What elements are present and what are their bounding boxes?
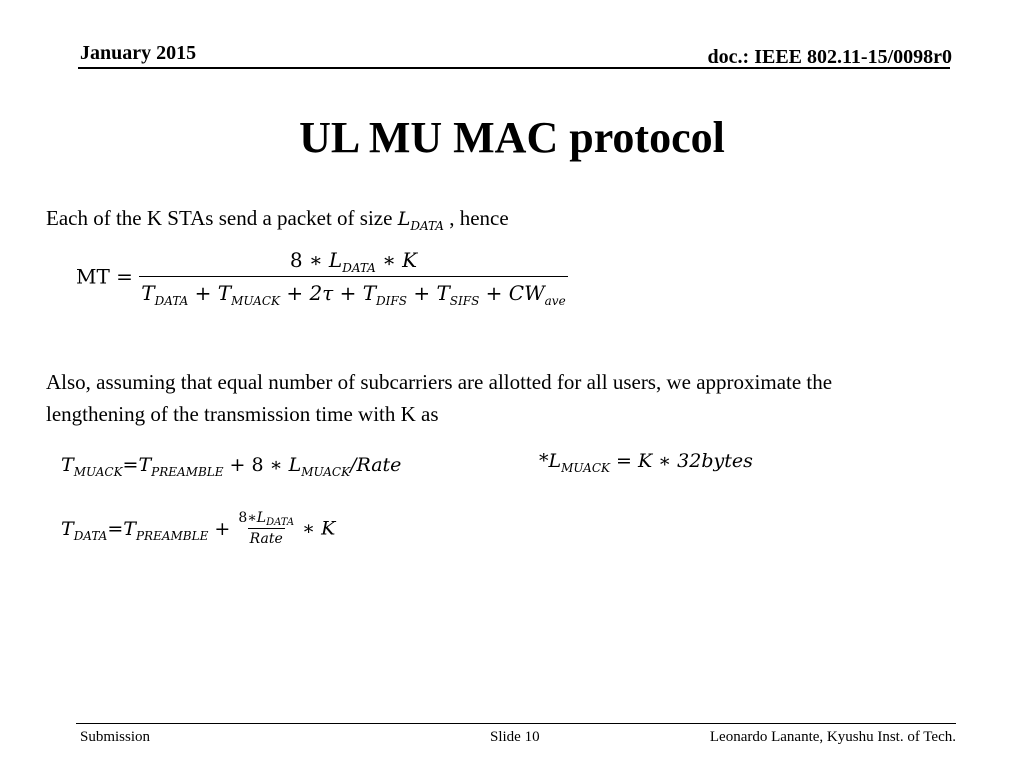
- t-muack-formula: $T_{MUACK}=T_{PREAMBLE} + 8$ ∗ $L_{MUACK}$/Rate: [61, 454, 402, 479]
- t-data-formula: $T_{DATA}=T_{PREAMBLE}$ + $\frac{8∗L_{DATA}}{\text{Rate}}$ ∗ K: [61, 510, 336, 547]
- intro-paragraph: [46, 202, 509, 235]
- intro-l-data: $L_{DATA}$: [397, 208, 444, 233]
- header-divider: [78, 67, 950, 69]
- intro-text-before: Each of the K STAs send a packet of size: [46, 206, 398, 230]
- footer-author: Leonardo Lanante, Kyushu Inst. of Tech.: [709, 729, 956, 745]
- t-data-fraction: $\frac{8∗L_{DATA}}{\text{Rate}}$: [238, 510, 295, 547]
- mt-lhs: MT =: [76, 264, 133, 289]
- mt-fraction: [139, 248, 567, 308]
- mt-formula: [76, 248, 568, 308]
- assumption-paragraph: Also, assuming that equal number of subcarriers are allotted for all users, we approximate the lengthening of the transmission time with K as: [46, 370, 833, 426]
- footer-submission: Submission: [80, 729, 151, 745]
- header-date: January 2015: [80, 42, 197, 64]
- slide-title: UL MU MAC protocol: [299, 113, 725, 162]
- header-doc-id: doc.: IEEE 802.11-15/0098r0: [707, 46, 952, 68]
- mt-denominator: $T_{DATA} + T_{MUACK} + 2\tau + T_{DIFS} + T_{SIFS} + CW_{ave}$: [139, 276, 567, 305]
- intro-text-after: , hence: [443, 206, 509, 230]
- footer-divider: [76, 723, 956, 724]
- mt-numerator: 8 ∗ $L_{DATA}$ ∗ K: [289, 248, 418, 275]
- footer-slide-number: Slide 10: [490, 729, 540, 745]
- l-muack-note: $*L_{MUACK} = K$ ∗ 32bytes: [539, 450, 753, 475]
